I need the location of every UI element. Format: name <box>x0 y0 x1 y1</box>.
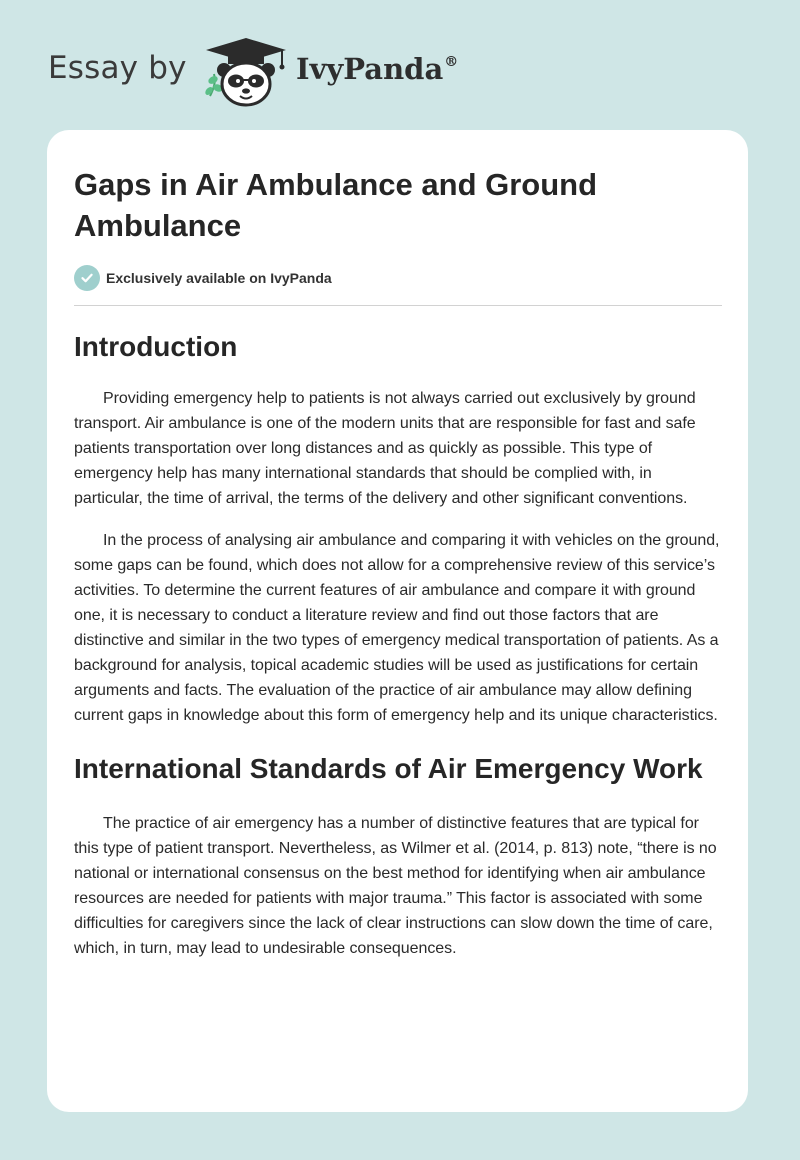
section-heading-introduction: Introduction <box>74 331 238 362</box>
paragraph: Providing emergency help to patients is not always carried out exclusively by ground transport. Air ambulance is one of the modern units that are responsible for fast and safe patients transportation over long distances and as quickly as possible. This type of emergency help has many international standards that should be complied with, in particular, the time of arrival, the terms of the delivery and other significant conventions. <box>74 390 696 507</box>
check-icon <box>74 265 100 291</box>
title-divider <box>74 305 722 306</box>
paragraph: The practice of air emergency has a number of distinctive features that are typical for this type of patient transport. Nevertheless, as Wilmer et al. (2014, p. 813) note, “there is no national or international consensus on the best method for identifying when air ambulance resources are needed for patients with major trauma.” This factor is associated with some difficulties for caregivers since the lack of clear instructions can slow down the time of care, which, in turn, may lead to undesirable consequences. <box>74 815 717 957</box>
brand-name-text: IvyPanda <box>296 52 444 86</box>
exclusive-badge-text: Exclusively available on IvyPanda <box>106 270 332 286</box>
panda-graduate-icon[interactable] <box>200 36 292 108</box>
section-heading-international-standards: International Standards of Air Emergency Work <box>74 753 703 784</box>
paragraph: In the process of analysing air ambulance and comparing it with vehicles on the ground, some gaps can be found, which does not allow for a comprehensive review of this service’s activities. To determine the current features of air ambulance and compare it with ground one, it is necessary to conduct a literature review and find out those factors that are distinctive and similar in the two types of emergency medical transportation of patients. As a background for analysis, topical academic studies will be used as justifications for certain arguments and facts. The evaluation of the practice of air ambulance may allow defining current gaps in knowledge about this form of emergency help and its unique characteristics. <box>74 532 720 724</box>
brand-name[interactable] <box>296 52 458 86</box>
brand-prefix: Essay by <box>48 50 187 86</box>
essay-card <box>47 130 748 1112</box>
registered-mark: ® <box>444 54 459 70</box>
exclusive-badge <box>74 264 722 292</box>
site-header <box>0 0 800 130</box>
essay-title: Gaps in Air Ambulance and Ground Ambulance <box>74 167 598 243</box>
